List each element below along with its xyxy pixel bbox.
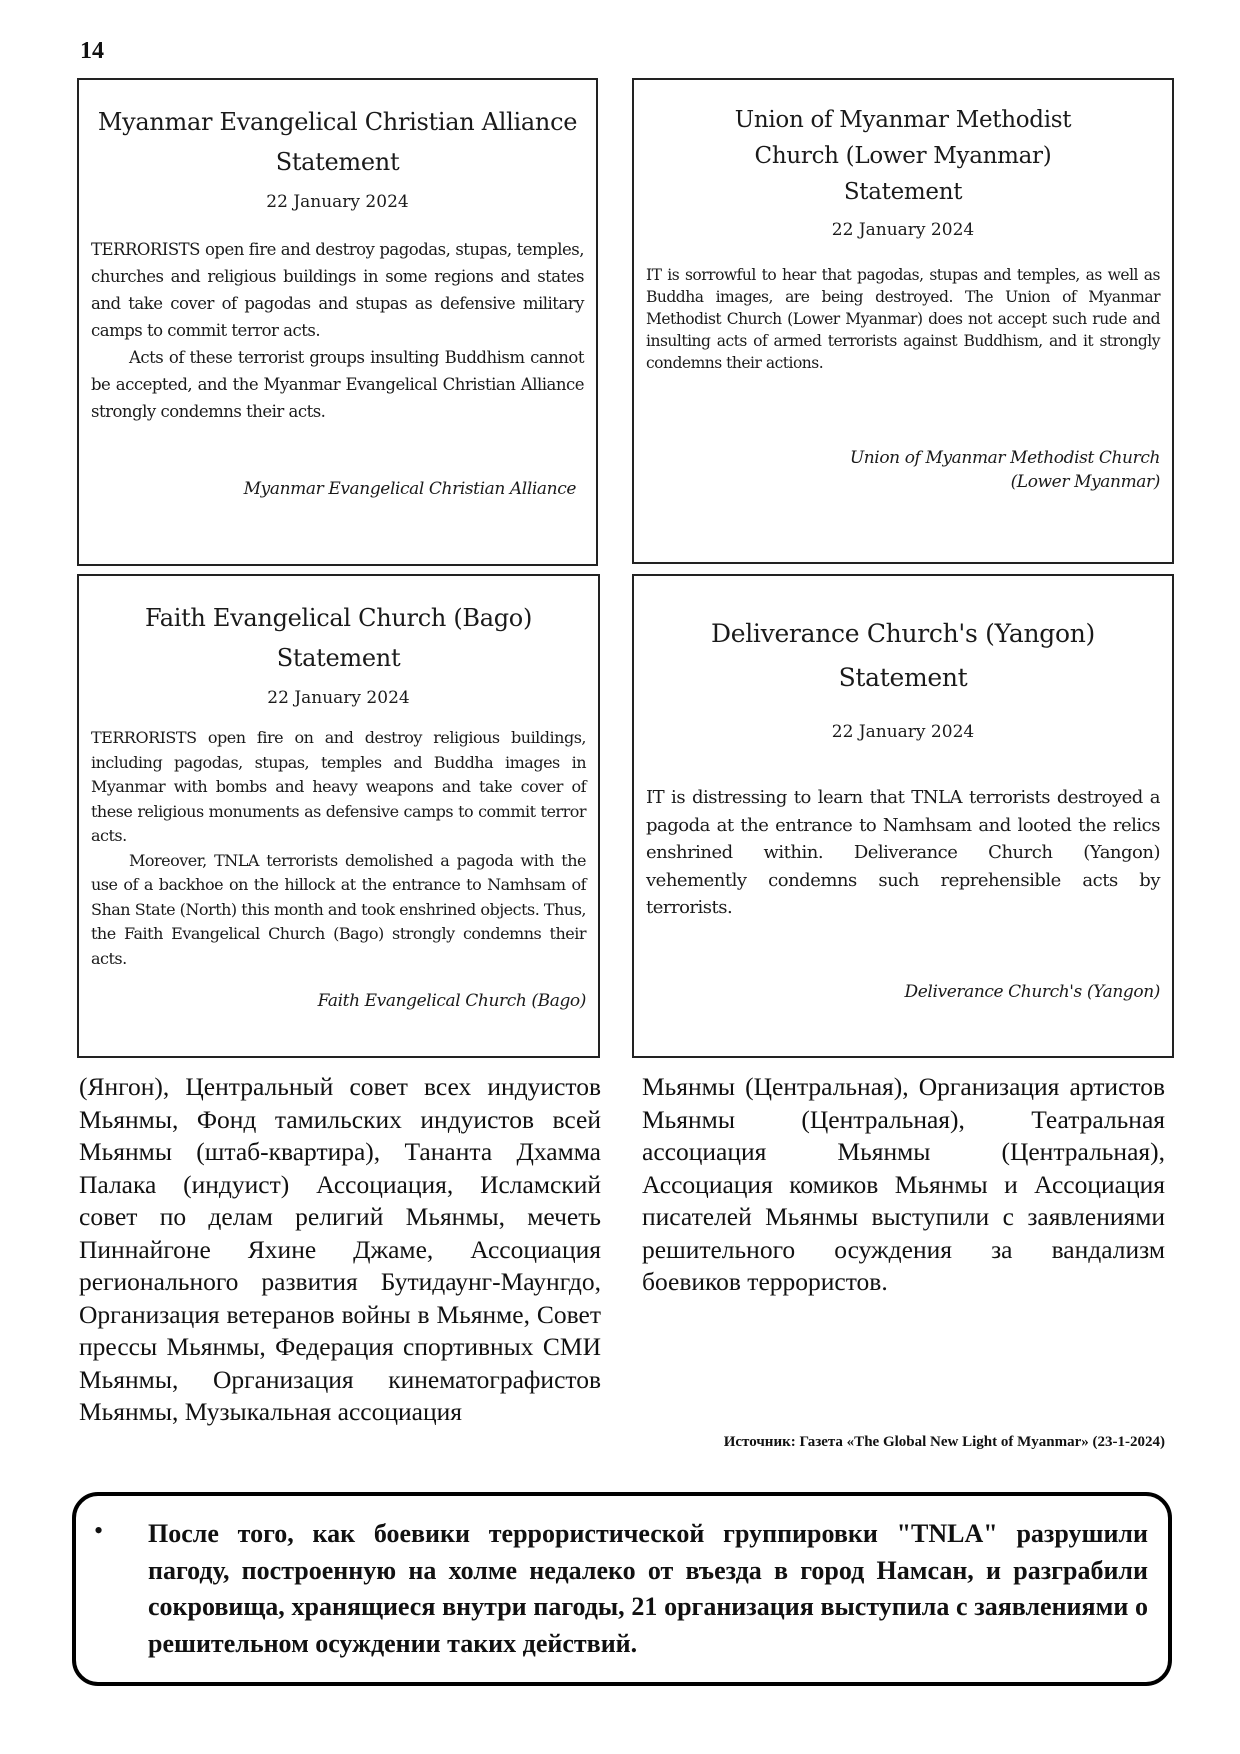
statement-title-line: Deliverance Church's (Yangon) [710,619,1095,648]
statement-title-line: Statement [838,663,968,692]
statement-paragraph: TERRORISTS open fire on and destroy religious buildings, including pagodas, stupas, temples and Buddha images in Myanmar with bombs and heavy weapons and take cover of these religious monuments as defensive camps to commit terror acts. [91,728,586,845]
article-column-left: (Янгон), Центральный совет всех индуистов Мьянмы, Фонд тамильских индуистов всей Мьянмы (штаб-квартира), Тананта Дхамма Палака (индуист) Ассоциация, Исламский совет по делам религий Мьянмы, мечеть Пиннайгоне Яхине Джаме, Ассоциация регионального развития Бутидаунг-Маунгдо, Организация ветеранов войны в Мьянме, Совет прессы Мьянмы, Федерация спортивных СМИ Мьянмы, Организация кинематографистов Мьянмы, Музыкальная ассоциация [79,1072,601,1426]
statement-box-faith-evangelical-church-bago [77,574,600,1058]
statement-title-line: Faith Evangelical Church (Bago) [144,604,533,632]
statement-box-union-of-myanmar-methodist-church [632,78,1174,564]
statement-title-line: Union of Myanmar Methodist [734,107,1072,133]
statement-paragraph: Moreover, TNLA terrorists demolished a pagoda with the use of a backhoe on the hillock at the entrance to Namhsam of Shan State (North) this month and took enshrined objects. Thus, the Faith Evangelical Church (Bago) strongly condemns their acts. [91,850,586,968]
statement-title-line: Statement [843,179,963,205]
statement-body [91,236,584,425]
statement-title [91,102,584,182]
statement-signature-line: (Lower Myanmar) [1010,472,1160,492]
statement-signature [91,477,584,501]
statement-signature [646,980,1160,1004]
statement-title [646,102,1160,210]
statement-title [91,598,586,678]
statement-paragraph: Acts of these terrorist groups insulting Buddhism cannot be accepted, and the Myanmar Evangelical Christian Alliance strongly condemns their acts. [91,348,584,421]
source-citation: Источник: Газета «The Global New Light of Myanmar» (23-1-2024) [723,1434,1165,1450]
statement-body [646,784,1160,922]
statement-date: 22 January 2024 [831,220,975,240]
article-column-right: Мьянмы (Центральная), Организация артистов Мьянмы (Центральная), Театральная ассоциация Мьянмы (Центральная), Ассоциация комиков Мьянмы и Ассоциация писателей Мьянмы выступили с заявлениями решительного осуждения за вандализм боевиков террористов. [642,1072,1165,1296]
statement-title-line: Myanmar Evangelical Christian Alliance [97,108,578,136]
statement-signature-line: Myanmar Evangelical Christian Alliance [243,479,576,499]
statement-signature-line: Faith Evangelical Church (Bago) [317,991,586,1011]
statement-box-deliverance-church-yangon [632,574,1174,1058]
statement-signature [91,989,586,1013]
statement-title [646,612,1160,700]
statement-signature-line: Union of Myanmar Methodist Church [849,448,1160,468]
bullet-icon: • [94,1516,104,1545]
statement-date: 22 January 2024 [831,722,975,742]
statement-title-line: Church (Lower Myanmar) [754,143,1052,169]
summary-box [72,1492,1172,1686]
statement-signature-line: Deliverance Church's (Yangon) [904,981,1160,1002]
statement-box-myanmar-evangelical-christian-alliance [77,78,598,566]
statement-paragraph: IT is sorrowful to hear that pagodas, stupas and temples, as well as Buddha images, are being destroyed. The Union of Myanmar Methodist Church (Lower Myanmar) does not accept such rude and insulting acts of armed terrorists against Buddhism, and it strongly condemns their actions. [646,266,1160,372]
statement-title-line: Statement [275,148,400,176]
statement-date: 22 January 2024 [266,192,409,212]
statement-title-line: Statement [276,644,401,672]
statement-body [646,264,1160,374]
statement-date: 22 January 2024 [267,688,410,708]
statement-signature [646,446,1160,494]
statement-paragraph: IT is distressing to learn that TNLA terrorists destroyed a pagoda at the entrance to Namhsam and looted the relics enshrined within. Deliverance Church (Yangon) vehemently condemns such reprehensible acts by terrorists. [646,787,1160,918]
summary-text: После того, как боевики террористической группировки "TNLA" разрушили пагоду, построенную на холме недалеко от въезда в город Намсан, и разграбили сокровища, хранящиеся внутри пагоды, 21 организация выступила с заявлениями о решительном осуждении таких действий. [148,1519,1148,1658]
statement-paragraph: TERRORISTS open fire and destroy pagodas, stupas, temples, churches and religious buildings in some regions and states and take cover of pagodas and stupas as defensive military camps to commit terror acts. [91,240,584,340]
statement-body [91,726,586,971]
page-number: 14 [80,38,104,64]
